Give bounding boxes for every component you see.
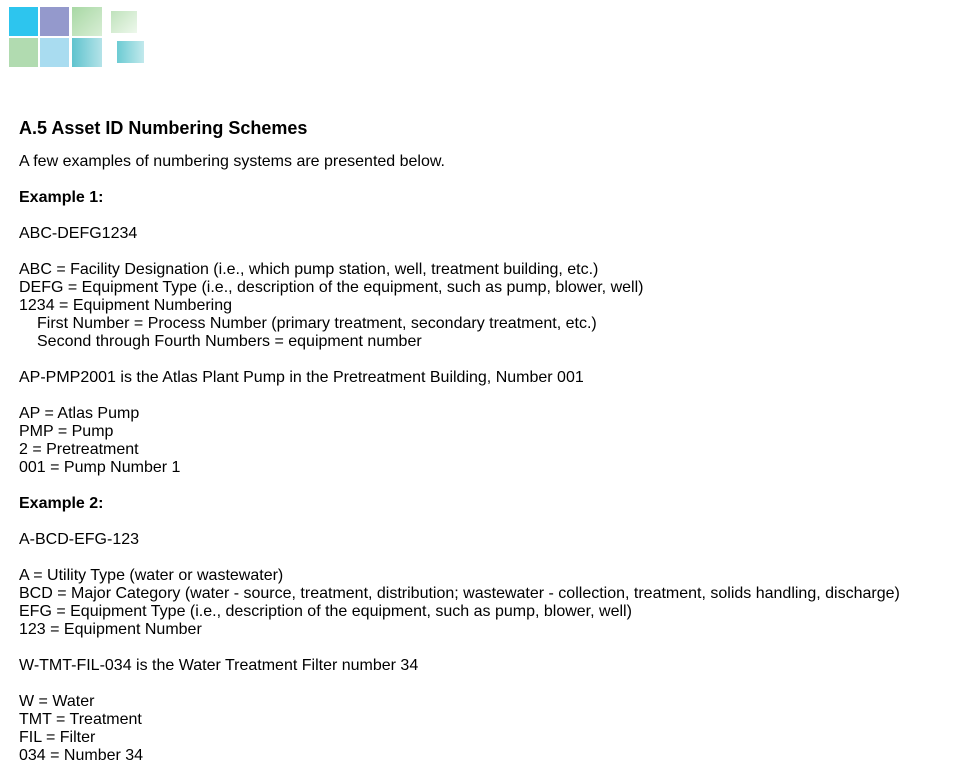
definition-line: BCD = Major Category (water - source, treatment, distribution; wastewater - collection, treatment, solids handling, discharge) [19,585,900,602]
logo-square [72,38,102,67]
subdefinition-line: Second through Fourth Numbers = equipment number [37,333,422,350]
logo-square [9,38,38,67]
sample-part-line: FIL = Filter [19,729,96,746]
sample-part-line: PMP = Pump [19,423,114,440]
sample-part-line: 2 = Pretreatment [19,441,139,458]
example-1-code: ABC-DEFG1234 [19,225,138,242]
logo-square [40,7,69,36]
definition-line: ABC = Facility Designation (i.e., which pump station, well, treatment building, etc.) [19,261,599,278]
definition-line: A = Utility Type (water or wastewater) [19,567,284,584]
logo-square [111,11,137,33]
definition-line: 123 = Equipment Number [19,621,202,638]
logo-square [117,41,144,63]
sample-part-line: AP = Atlas Pump [19,405,140,422]
logo [9,7,149,69]
document-body [19,117,969,765]
section-heading: A.5 Asset ID Numbering Schemes [19,118,308,138]
logo-square [9,7,38,36]
intro-text: A few examples of numbering systems are presented below. [19,153,445,170]
example-2-sample: W-TMT-FIL-034 is the Water Treatment Filter number 34 [19,657,419,674]
sample-part-line: 034 = Number 34 [19,747,144,764]
definition-line: EFG = Equipment Type (i.e., description of the equipment, such as pump, blower, well) [19,603,632,620]
logo-square [40,38,69,67]
example-2-code: A-BCD-EFG-123 [19,531,140,548]
example-2-title: Example 2: [19,495,104,512]
sample-part-line: 001 = Pump Number 1 [19,459,181,476]
sample-part-line: W = Water [19,693,95,710]
sample-part-line: TMT = Treatment [19,711,142,728]
definition-line: 1234 = Equipment Numbering [19,297,233,314]
definition-line: DEFG = Equipment Type (i.e., description of the equipment, such as pump, blower, well) [19,279,644,296]
example-1-title: Example 1: [19,189,104,206]
logo-square [72,7,102,36]
example-1-sample: AP-PMP2001 is the Atlas Plant Pump in the Pretreatment Building, Number 001 [19,369,584,386]
subdefinition-line: First Number = Process Number (primary treatment, secondary treatment, etc.) [37,315,597,332]
